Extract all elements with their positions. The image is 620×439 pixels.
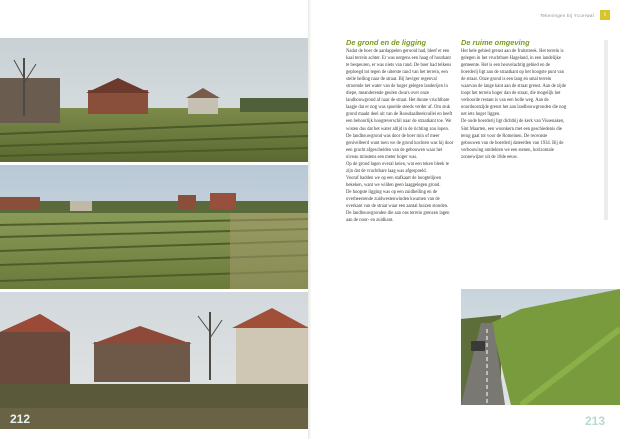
paragraph: Vooraf hadden we op een stafkaart de hoogtelijnen bekeken, want we wilden geen laaggelegen grond. [346,175,442,188]
barns-photo [0,292,309,429]
section-heading: De grond en de ligging [346,38,427,47]
running-header-title: Tekeningen bij Yccerwal [540,12,594,18]
page-edge-decoration [604,40,608,220]
paragraph: De oude boerderij ligt dichtbij de kerk van Vissenaken, Sint Maarten, een woonkern met een geschiedenis die terug gaat tot voor de Romeinen. De recentste gebouwen van de boerderij dateerden van 1934. Bij de verbouwing ontdekten we een stenen, horizontale zonnewijzer uit de 18de eeuw. [461,119,565,160]
section-heading: De ruime omgeving [461,38,530,47]
column-ruime-omgeving [461,38,567,161]
right-page-number: 213 [585,414,606,428]
running-header [540,10,610,20]
paragraph: Het hele gebied grenst aan de fruitstreek. Het terrein is gelegen in het vruchtbare Hageland, in een landelijke gemeente. Het is een heuvelachtig gebied en de boerderij ligt aan de straatkant op het hoogste punt van de straat. Onze grond is een lang en smal terrein waarvan de lange kant aan de straat grenst. Aan de zijde loopt het terrein hoger dan de straat, die mogelijk het verhoorde restant is van een holle weg. Aan de noordoostzijde grenst het aan landbouwgronden die nog net iets hoger liggen. [461,49,567,118]
column-grond-ligging [346,38,454,224]
paragraph: De hoogste ligging was op een zuidhelling en de overheersende zuidwestenwinden kwamen van de overkant van de straat waar een aantal huizen stonden. De landbouwgronden die aan ons terrein grenzen lagen aan de noor- en zuidkant. [346,189,450,224]
chapter-badge: i [600,10,610,20]
paragraph: Op de grond lagen overal keien, wat een teken bleek te zijn dat de vruchtbare laag was afgespoeld. [346,161,449,174]
country-road-photo [461,289,620,405]
farmhouse-field-photo [0,38,309,162]
paragraph: Nadat de boer de aardappelen gerooid had, bleef er een kaal terrein achter. Er was nergens een haag of houtkant te bespeuren, er was niets van rand. De boer had telkens geploegd tot tegen de uiterste rand van het terrein, een steile helling naar de straat. Bij heviger regenval stroomde het water van de hoger gelegen landerijen in diepe, meanderende geulen dwars over onze landbouwgrond af naar de straat. Het dunne vruchtbare laagje dat er nog was spoelde steeds verder af. Om stuk grond maakt deel uit van de Roosdaalbeekvallei en heeft een behoorlijk hoogteverschil naar de straatkant toe. We wisten dus dat het water altijd in de richting zou lopen. [346,49,453,132]
left-page-number: 212 [10,412,31,426]
field-panorama-photo [0,165,309,289]
paragraph: De landbouwgrond was door de boer min of meer genivelleerd want toen we de grond kochten was hij door een gracht afgescheiden van de gebouwen waar het niveau minstens een meter hoger was. [346,133,454,160]
